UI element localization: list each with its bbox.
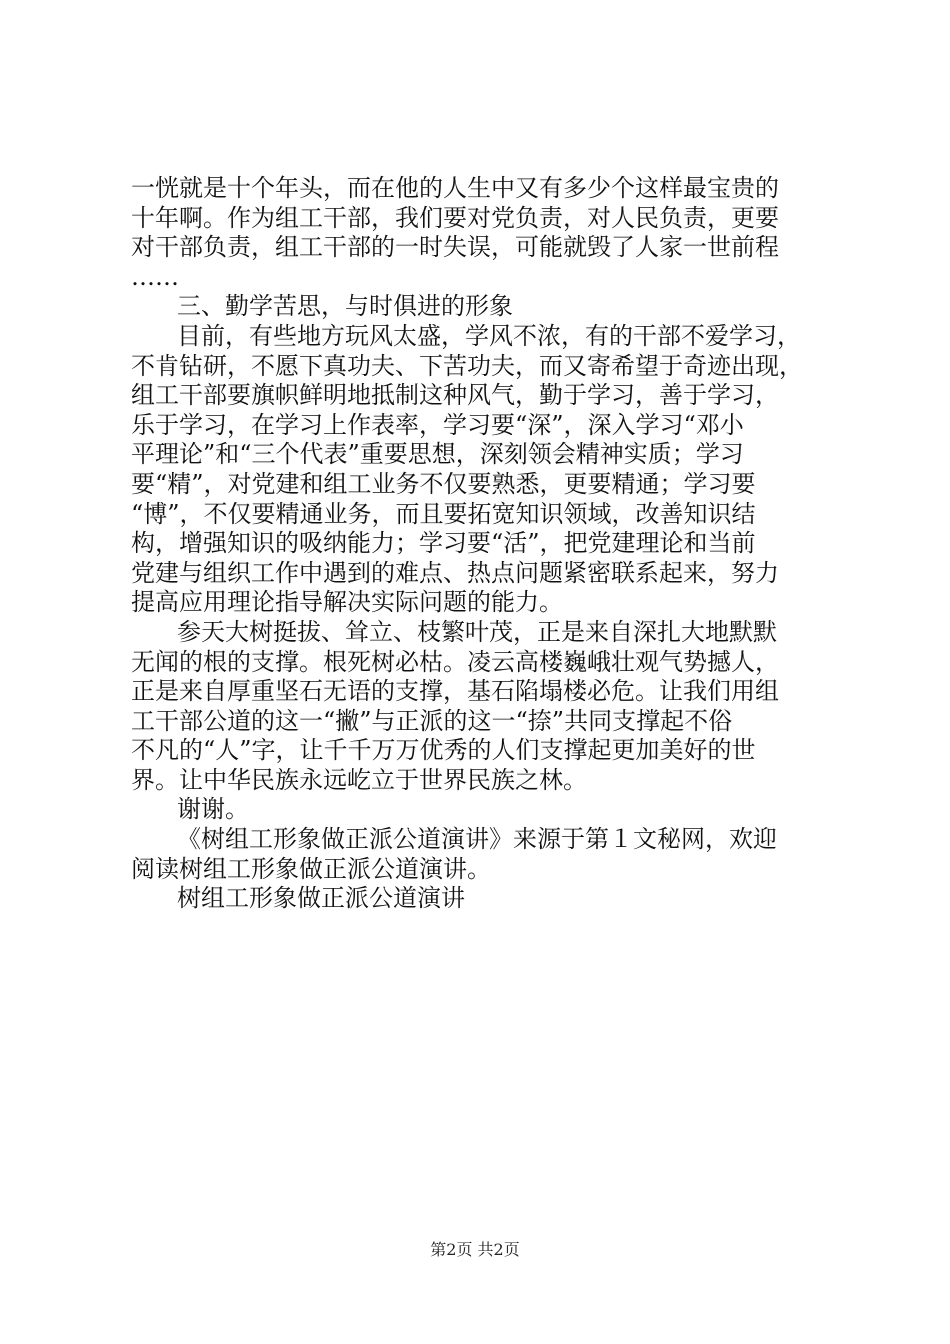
text-line: 一恍就是十个年头，而在他的人生中又有多少个这样最宝贵的 — [131, 174, 779, 202]
text-line: 目前，有些地方玩风太盛，学风不浓，有的干部不爱学习， — [177, 321, 801, 350]
text-line: 组工干部要旗帜鲜明地抵制这种风气，勤于学习，善于学习， — [131, 381, 779, 410]
text-line: 党建与组织工作中遇到的难点、热点问题紧密联系起来，努力 — [131, 558, 779, 587]
text-line: 界。让中华民族永远屹立于世界民族之林。 — [131, 765, 587, 794]
text-line: …… — [131, 262, 179, 291]
text-line: 十年啊。作为组工干部，我们要对党负责，对人民负责，更要 — [131, 203, 779, 232]
text-line: 平理论”和“三个代表”重要思想，深刻领会精神实质；学习 — [131, 440, 744, 469]
text-line: 构，增强知识的吸纳能力；学习要“活”，把党建理论和当前 — [131, 529, 756, 558]
section-heading: 三、勤学苦思，与时俱进的形象 — [177, 292, 513, 321]
text-line: 谢谢。 — [177, 795, 249, 824]
text-line: 对干部负责，组工干部的一时失误，可能就毁了人家一世前程 — [131, 233, 779, 262]
text-line: 不凡的“人”字，让千千万万优秀的人们支撑起更加美好的世 — [131, 736, 756, 765]
text-line: 正是来自厚重坚石无语的支撑，基石陷塌楼必危。让我们用组 — [131, 677, 779, 706]
text-line: 参天大树挺拔、耸立、枝繁叶茂，正是来自深扎大地默默 — [177, 617, 777, 646]
text-line: 不肯钻研，不愿下真功夫、下苦功夫，而又寄希望于奇迹出现， — [131, 351, 803, 380]
body-text — [131, 174, 841, 914]
text-line: 《树组工形象做正派公道演讲》来源于第１文秘网，欢迎 — [177, 825, 777, 854]
text-line: 乐于学习，在学习上作表率，学习要“深”，深入学习“邓小 — [131, 410, 744, 439]
text-line: 树组工形象做正派公道演讲 — [177, 884, 465, 913]
text-line: 无闻的根的支撑。根死树必枯。凌云高楼巍峨壮观气势撼人， — [131, 647, 779, 676]
text-line: “博”，不仅要精通业务，而且要拓宽知识领域，改善知识结 — [131, 499, 756, 528]
text-line: 提高应用理论指导解决实际问题的能力。 — [131, 588, 563, 617]
text-line: 阅读树组工形象做正派公道演讲。 — [131, 854, 491, 883]
page-number-footer: 第2页 共2页 — [430, 1240, 520, 1259]
text-line: 要“精”，对党建和组工业务不仅要熟悉，更要精通；学习要 — [131, 469, 756, 498]
text-line: 工干部公道的这一“撇”与正派的这一“捺”共同支撑起不俗 — [131, 706, 733, 735]
